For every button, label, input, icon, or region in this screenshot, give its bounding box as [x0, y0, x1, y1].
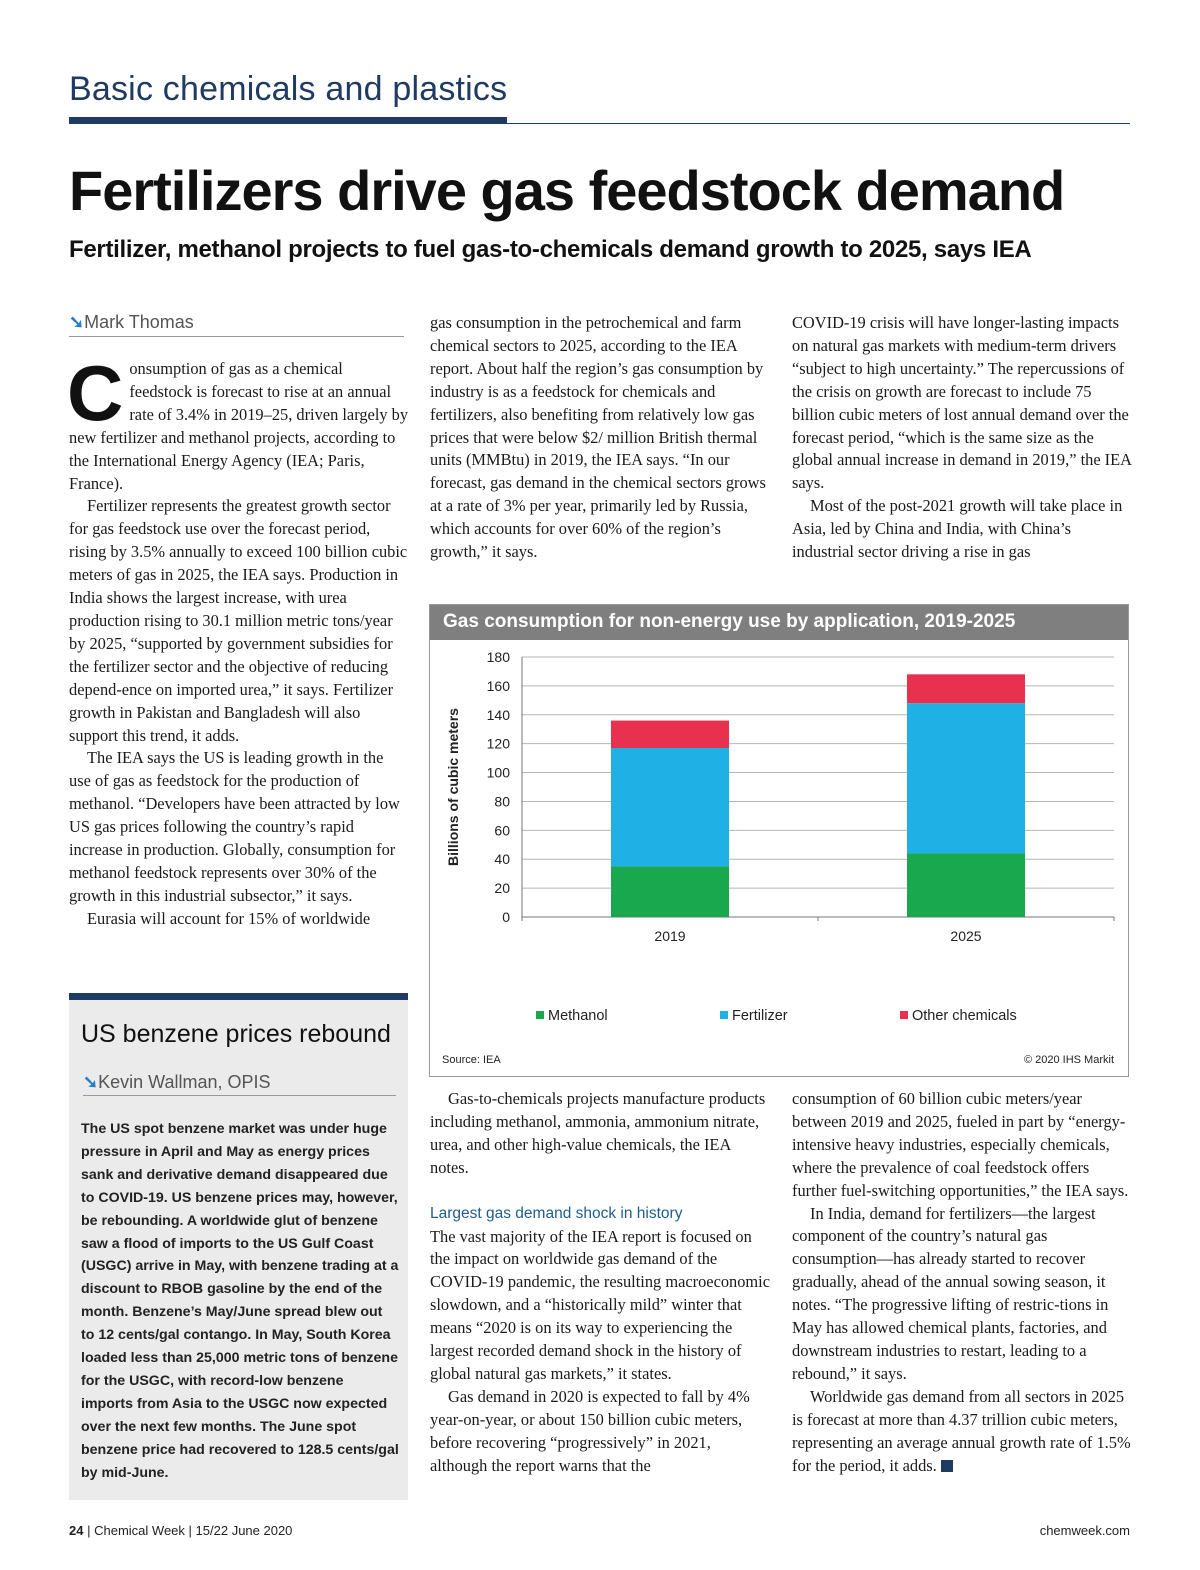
y-tick-label: 100: [486, 764, 510, 781]
paragraph: The IEA says the US is leading growth in the use of gas as feedstock for the production of methanol. “Developers have been attracted by low US gas prices following the country’s rapid increase in production. Globally, consumption for methanol feedstock represents over 30% of the growth in this industrial subsector,” it says.: [69, 748, 400, 905]
footer-website: chemweek.com: [1039, 1523, 1130, 1538]
bar-segment: [611, 866, 729, 917]
paragraph: COVID-19 crisis will have longer-lasting impacts on natural gas markets with medium-term drivers “subject to high uncertainty.” The repercussions of the crisis on growth are forecast to include 75 billion cubic meters of lost annual demand over the forecast period, “which is the same size as the global annual increase in demand in 2019,” the IEA says.: [792, 313, 1132, 493]
y-tick-label: 40: [494, 851, 510, 868]
bar-segment: [907, 703, 1025, 853]
byline: [69, 312, 404, 337]
byline-arrow-icon: ➘: [83, 1072, 99, 1092]
end-mark-icon: [941, 1460, 953, 1472]
y-tick-label: 160: [486, 677, 510, 694]
paragraph: Most of the post-2021 growth will take place in Asia, led by China and India, with China’s industrial sector driving a rise in gas: [792, 496, 1123, 562]
paragraph: Worldwide gas demand from all sectors in 2025 is forecast at more than 4.37 trillion cubic meters, representing an average annual growth rate of 1.5% for the period, it adds.: [792, 1386, 1131, 1475]
paragraph: Eurasia will account for 15% of worldwide: [87, 908, 371, 928]
subhead: Fertilizer, methanol projects to fuel gas-to-chemicals demand growth to 2025, says IEA: [69, 236, 1032, 263]
y-axis-label: Billions of cubic meters: [445, 708, 461, 866]
y-tick-label: 140: [486, 706, 510, 723]
article-column-3-top: [792, 312, 1132, 564]
y-tick-label: 80: [494, 793, 510, 810]
paragraph: gas consumption in the petrochemical and farm chemical sectors to 2025, according to the IEA report. About half the region’s gas consumption by industry is as a feedstock for chemicals and fertilizers, also benefiting from relatively low gas prices that were below $2/ million British thermal units (MMBtu) in 2019, the IEA says. “In our forecast, gas demand in the chemical sectors grows at a rate of 3% per year, primarily led by Russia, which accounts for over 60% of the region’s growth,” it says.: [430, 313, 766, 562]
y-tick-label: 60: [494, 822, 510, 839]
article-column-1: [67, 349, 409, 931]
sidebar-title: US benzene prices rebound: [81, 1020, 391, 1048]
legend-swatch: [900, 1011, 908, 1019]
chart-copyright: © 2020 IHS Markit: [1023, 1054, 1114, 1066]
bar-segment: [611, 721, 729, 748]
article-column-2-top: [430, 312, 770, 564]
author-name: Mark Thomas: [84, 312, 194, 332]
y-tick-label: 180: [486, 649, 510, 665]
paragraph: Gas-to-chemicals projects manufacture products including methanol, ammonia, ammonium nitrate, urea, and other high-value chemicals, the IEA notes.: [430, 1089, 766, 1177]
sidebar-box: [69, 993, 408, 1500]
chart-svg: [430, 605, 1128, 1076]
chart-source: Source: IEA: [442, 1054, 501, 1066]
article-column-2-bottom: [430, 1088, 770, 1478]
footer-left: [69, 1523, 292, 1538]
legend-label: Fertilizer: [732, 1008, 788, 1024]
issue-date: 15/22 June 2020: [195, 1523, 293, 1538]
footer-separator: |: [87, 1523, 91, 1538]
paragraph: The vast majority of the IEA report is focused on the impact on worldwide gas demand of the COVID-19 pandemic, the resulting macroeconomic slowdown, and a “historically mild” winter that means “2020 is on its way to experiencing the largest recorded demand shock in the history of global natural gas markets,” it states.: [430, 1226, 771, 1383]
x-tick-label: 2019: [654, 928, 686, 944]
sidebar-body: The US spot benzene market was under huge pressure in April and May as energy prices sank and derivative demand disappeared due to COVID-19. US benzene prices may, however, be rebounding. A worldwide glut of benzene saw a flood of imports to the US Gulf Coast (USGC) arrive in May, with benzene trading at a discount to RBOB gasoline by the end of the month. Benzene’s May/June spread blew out to 12 cents/gal contango. In May, South Korea loaded less than 25,000 metric tons of benzene for the USGC, with record-low benzene imports from Asia to the USGC now expected over the next few months. The June spot benzene price had recovered to 128.5 cents/gal by mid-June.: [81, 1121, 399, 1481]
article-column-3-bottom: [792, 1088, 1132, 1477]
y-tick-label: 0: [502, 909, 510, 925]
section-rule-thin: [69, 123, 1130, 124]
chart-title: Gas consumption for non-energy use by application, 2019-2025: [443, 611, 1016, 632]
paragraph: onsumption of gas as a chemical feedstock is forecast to rise at an annual rate of 3.4% in 2019–25, driven largely by new fertilizer and methanol projects, according to the International Energy Agency (IEA; Paris, France).: [69, 359, 409, 493]
y-tick-label: 20: [494, 880, 510, 897]
section-title: Basic chemicals and plastics: [69, 70, 508, 108]
paragraph: In India, demand for fertilizers—the largest component of the country’s natural gas consumption—has already started to recover gradually, ahead of the annual sowing season, it notes. “The progressive lifting of restric-tions in May has allowed chemical plants, factories, and downstream industries to restart, leading to a rebound,” it says.: [792, 1203, 1109, 1383]
paragraph: Fertilizer represents the greatest growth sector for gas feedstock use over the forecast period, rising by 3.5% annually to exceed 100 billion cubic meters of gas in 2025, the IEA says. Production in India shows the largest increase, with urea production rising to 30.1 million metric tons/year by 2025, “supported by government subsidies for the fertilizer sector and the objective of reducing depend-ence on imported urea,” it says. Fertilizer growth in Pakistan and Bangladesh will also support this trend, it adds.: [69, 496, 408, 745]
footer-separator: |: [188, 1523, 192, 1538]
byline-arrow-icon: ➘: [69, 312, 85, 332]
headline: Fertilizers drive gas feedstock demand: [69, 159, 1065, 222]
bar-segment: [907, 674, 1025, 703]
page-number: 24: [69, 1523, 84, 1538]
subsection-heading: Largest gas demand shock in history: [430, 1204, 683, 1222]
dropcap: C: [67, 349, 124, 437]
sidebar-byline: [83, 1072, 396, 1096]
paragraph: Gas demand in 2020 is expected to fall by 4% year-on-year, or about 150 billion cubic meters, before recovering “progressively” in 2021, although the report warns that the: [430, 1386, 750, 1475]
legend-swatch: [720, 1011, 728, 1019]
sidebar-author: Kevin Wallman, OPIS: [98, 1072, 271, 1092]
legend-label: Other chemicals: [912, 1008, 1017, 1024]
x-tick-label: 2025: [950, 928, 982, 944]
legend-swatch: [536, 1011, 544, 1019]
publication-name: Chemical Week: [94, 1523, 185, 1538]
paragraph: consumption of 60 billion cubic meters/year between 2019 and 2025, fueled in part by “energy-intensive heavy industries, especially chemicals, where the prevalence of coal feedstock offers further fuel-switching opportunities,” the IEA says.: [792, 1089, 1129, 1200]
chart-figure: [429, 604, 1129, 1077]
legend-label: Methanol: [548, 1008, 608, 1024]
y-tick-label: 120: [486, 735, 510, 752]
bar-segment: [611, 748, 729, 866]
bar-segment: [907, 853, 1025, 917]
